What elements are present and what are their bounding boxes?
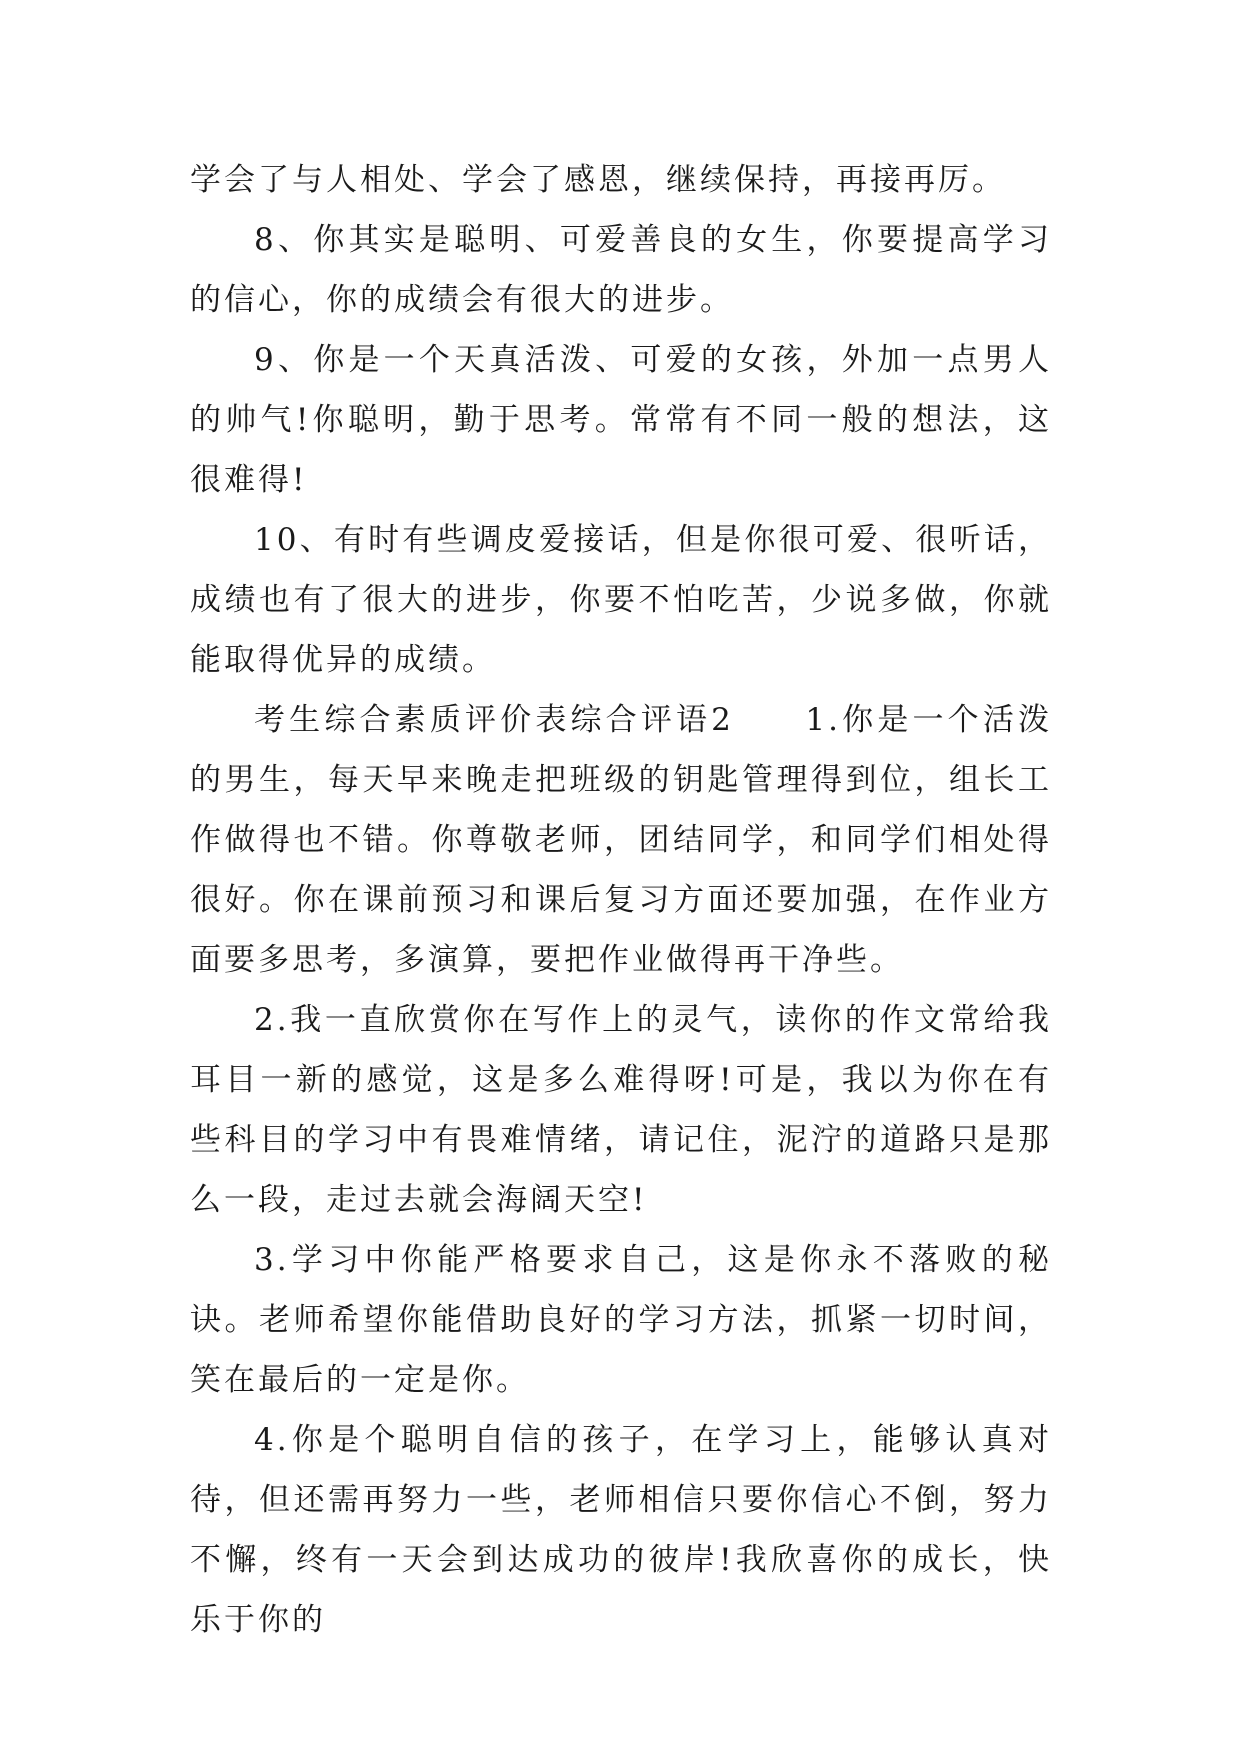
paragraph-comment-10: 10、有时有些调皮爱接话，但是你很可爱、很听话，成绩也有了很大的进步，你要不怕吃苦，少说多做，你就能取得优异的成绩。 [190, 522, 1052, 678]
paragraph-section-2-comment-3: 3.学习中你能严格要求自己，这是你永不落败的秘诀。老师希望你能借助良好的学习方法，抓紧一切时间，笑在最后的一定是你。 [190, 1242, 1052, 1398]
paragraph-comment-8: 8、你其实是聪明、可爱善良的女生，你要提高学习的信心，你的成绩会有很大的进步。 [190, 222, 1052, 318]
paragraph-section-2-comment-2: 2.我一直欣赏你在写作上的灵气，读你的作文常给我耳目一新的感觉，这是多么难得呀!可是，我以为你在有些科目的学习中有畏难情绪，请记住，泥泞的道路只是那么一段，走过去就会海阔天空! [190, 1002, 1052, 1218]
paragraph-section-2-comment-1: 考生综合素质评价表综合评语2 1.你是一个活泼的男生，每天早来晚走把班级的钥匙管理得到位，组长工作做得也不错。你尊敬老师，团结同学，和同学们相处得很好。你在课前预习和课后复习方面还要加强，在作业方面要多思考，多演算，要把作业做得再干净些。 [190, 702, 1052, 978]
document-body [190, 150, 1052, 1650]
paragraph-comment-9: 9、你是一个天真活泼、可爱的女孩，外加一点男人的帅气!你聪明，勤于思考。常常有不同一般的想法，这很难得! [190, 342, 1052, 498]
paragraph-continuation: 学会了与人相处、学会了感恩，继续保持，再接再厉。 [190, 162, 1006, 198]
paragraph-section-2-comment-4: 4.你是个聪明自信的孩子，在学习上，能够认真对待，但还需再努力一些，老师相信只要你信心不倒，努力不懈，终有一天会到达成功的彼岸!我欣喜你的成长，快乐于你的 [190, 1422, 1052, 1638]
